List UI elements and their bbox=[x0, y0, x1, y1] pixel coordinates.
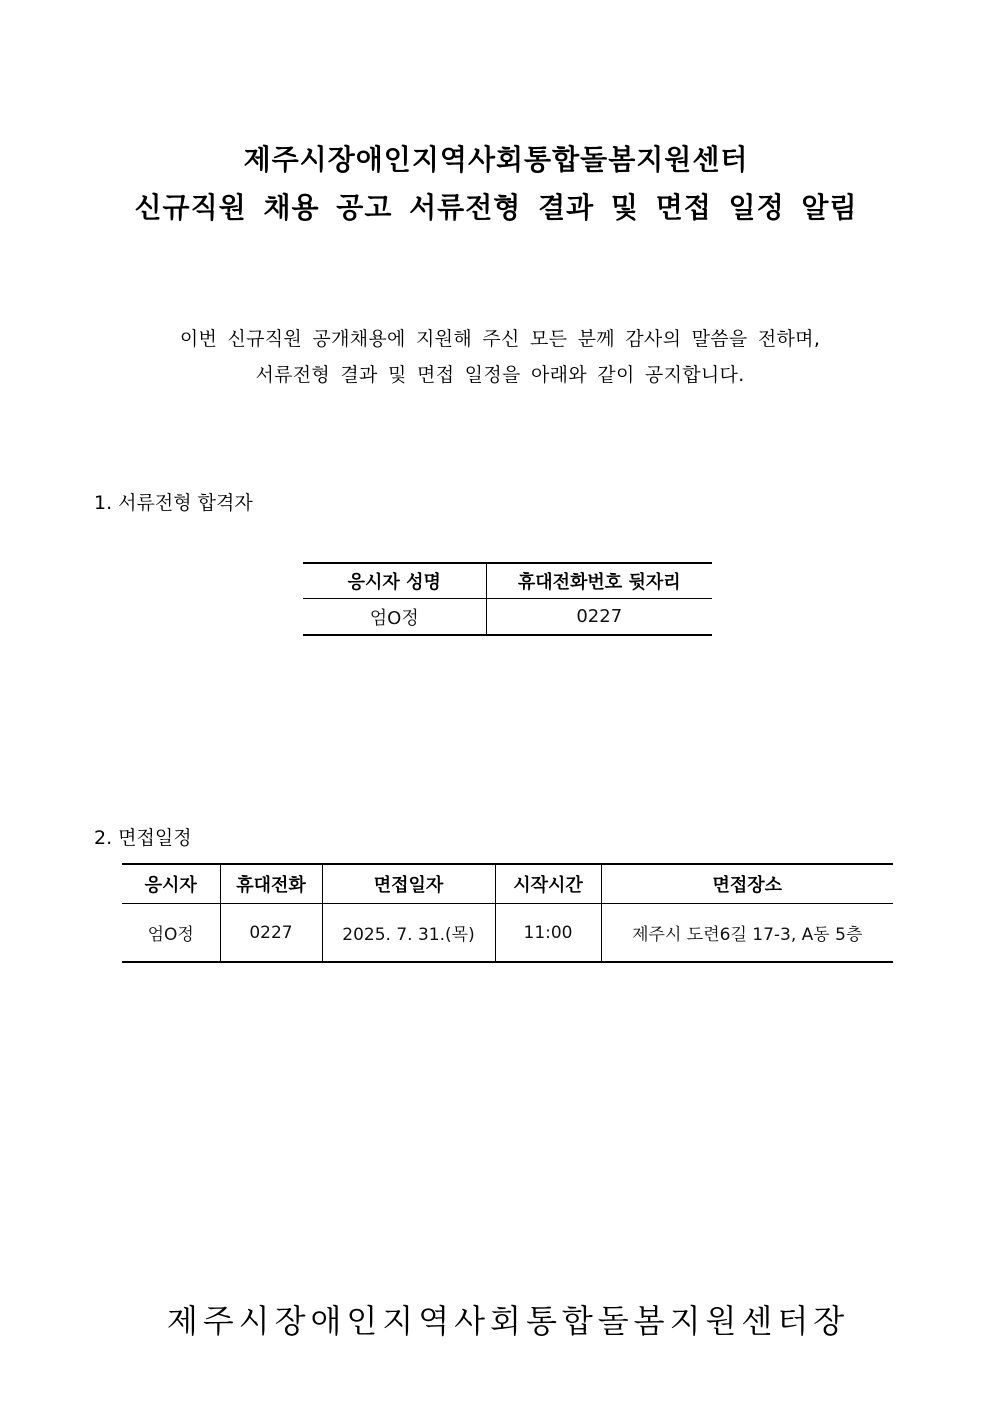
intro-text-line-1: 이번 신규직원 공개채용에 지원해 주신 모든 분께 감사의 말씀을 전하며, bbox=[179, 328, 821, 350]
cell-interview-date: 2025. 7. 31.(목) bbox=[322, 904, 495, 963]
passed-applicants-table bbox=[303, 562, 712, 636]
table-row bbox=[303, 599, 712, 636]
header-start-time: 시작시간 bbox=[495, 864, 601, 904]
header-phone-last-digits: 휴대전화번호 뒷자리 bbox=[486, 563, 712, 599]
header-phone: 휴대전화 bbox=[220, 864, 322, 904]
intro-text-line-2: 서류전형 결과 및 면접 일정을 아래와 같이 공지합니다. bbox=[255, 364, 745, 386]
section-heading-interview-schedule: 2. 면접일정 bbox=[94, 827, 192, 849]
section-heading-document-screening: 1. 서류전형 합격자 bbox=[94, 492, 253, 514]
header-interview-date: 면접일자 bbox=[322, 864, 495, 904]
cell-interview-location: 제주시 도련6길 17-3, A동 5층 bbox=[632, 925, 863, 945]
cell-phone-last-digits: 0227 bbox=[576, 606, 623, 627]
table-row bbox=[122, 904, 893, 963]
cell-applicant-name: 엄O정 bbox=[303, 599, 486, 636]
table-header-row bbox=[303, 563, 712, 599]
header-applicant-name: 응시자 성명 bbox=[303, 563, 486, 599]
cell-phone: 0227 bbox=[220, 904, 322, 963]
signature-center-director: 제주시장애인지역사회통합돌봄지원센터장 bbox=[166, 1302, 850, 1340]
table-header-row bbox=[122, 864, 893, 904]
interview-schedule-table bbox=[122, 863, 893, 963]
document-title-line-2: 신규직원 채용 공고 서류전형 결과 및 면접 일정 알림 bbox=[134, 191, 858, 224]
cell-applicant: 엄O정 bbox=[122, 904, 220, 963]
header-interview-location: 면접장소 bbox=[601, 864, 893, 904]
document-title-line-1: 제주시장애인지역사회통합돌봄지원센터 bbox=[243, 143, 749, 176]
cell-start-time: 11:00 bbox=[495, 904, 601, 963]
header-applicant: 응시자 bbox=[122, 864, 220, 904]
